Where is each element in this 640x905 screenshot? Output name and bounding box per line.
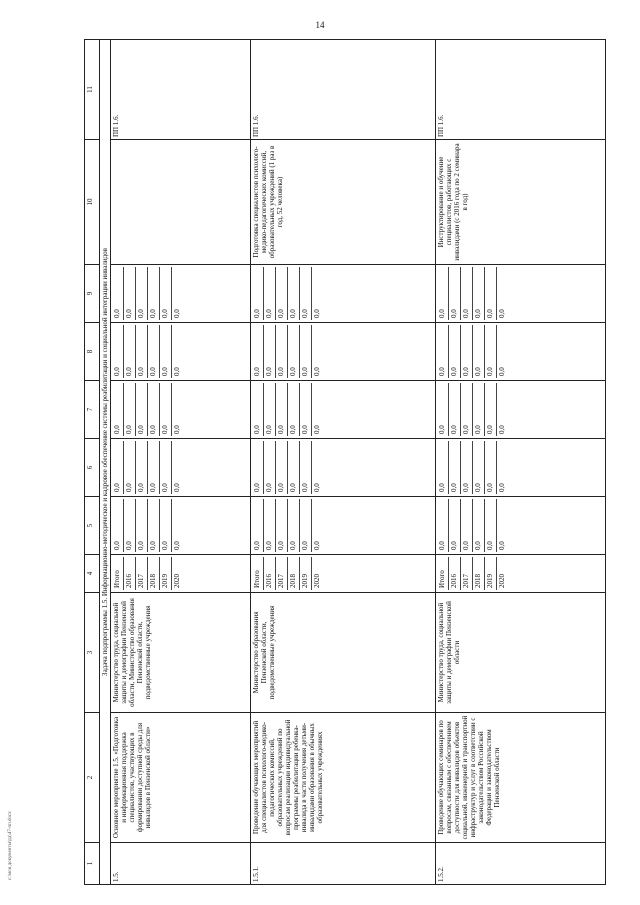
row-number: 1.5.1.	[251, 843, 436, 885]
year-label: Итого	[437, 557, 449, 590]
values-col-7	[111, 381, 251, 439]
row-years	[111, 555, 251, 593]
value-cell: 0,0	[449, 499, 461, 552]
value-cell: 0,0	[473, 325, 485, 378]
year-label: 2016	[124, 557, 136, 590]
value-cell: 0,0	[288, 325, 300, 378]
value-cell: 0,0	[473, 499, 485, 552]
col-header-10: 10	[85, 140, 100, 265]
values-col-7	[436, 381, 606, 439]
value-cell: 0,0	[124, 325, 136, 378]
value-cell: 0,0	[276, 499, 288, 552]
value-cell: 0,0	[264, 325, 276, 378]
year-label: 2017	[136, 557, 148, 590]
row-executor: Министерство труда, социальной защиты и демографии Пензенской области	[436, 593, 606, 713]
year-label: 2020	[498, 574, 507, 588]
value-cell: 0,0	[136, 441, 148, 494]
value-cell: 0,0	[252, 383, 264, 436]
value-cell: 0,0	[498, 483, 507, 492]
year-label: 2016	[264, 557, 276, 590]
col-header-2: 2	[85, 713, 100, 843]
year-label: 2020	[313, 574, 322, 588]
value-cell: 0,0	[300, 499, 312, 552]
value-cell: 0,0	[112, 267, 124, 320]
row-result	[111, 140, 251, 265]
value-cell: 0,0	[461, 499, 473, 552]
values-col-6	[111, 439, 251, 497]
program-table	[84, 39, 606, 885]
row-link: ПП 1.6.	[111, 40, 251, 140]
values-col-9	[111, 265, 251, 323]
value-cell: 0,0	[485, 383, 497, 436]
year-label: 2019	[485, 557, 497, 590]
year-label: 2017	[276, 557, 288, 590]
value-cell: 0,0	[437, 499, 449, 552]
values-col-5	[251, 497, 436, 555]
value-cell: 0,0	[252, 325, 264, 378]
value-cell: 0,0	[276, 267, 288, 320]
year-label: 2018	[473, 557, 485, 590]
value-cell: 0,0	[498, 309, 507, 318]
value-cell: 0,0	[160, 325, 172, 378]
section-title: Задача подпрограммы 1.5. Информационно-методическое и кадровое обеспечение системы реабилитации и социальной интеграции инвалидов	[100, 40, 111, 885]
value-cell: 0,0	[498, 425, 507, 434]
value-cell: 0,0	[173, 541, 182, 550]
value-cell: 0,0	[276, 383, 288, 436]
value-cell: 0,0	[136, 499, 148, 552]
value-cell: 0,0	[136, 383, 148, 436]
row-name: Проведение обучающих семинаров по вопросам, связанным с обеспечением доступности для инвалидов объектов социальной, инженерной и транспортной инфраструктур и услуг в соответствии с законодательством Российской Федерации и законодательством Пензенской области	[436, 713, 606, 843]
value-cell: 0,0	[498, 541, 507, 550]
value-cell: 0,0	[449, 383, 461, 436]
row-years	[436, 555, 606, 593]
value-cell: 0,0	[173, 367, 182, 376]
value-cell: 0,0	[112, 499, 124, 552]
value-cell: 0,0	[485, 325, 497, 378]
value-cell: 0,0	[288, 499, 300, 552]
value-cell: 0,0	[252, 441, 264, 494]
value-cell: 0,0	[498, 367, 507, 376]
year-label: 2020	[173, 574, 182, 588]
value-cell: 0,0	[473, 267, 485, 320]
value-cell: 0,0	[300, 325, 312, 378]
value-cell: 0,0	[437, 325, 449, 378]
value-cell: 0,0	[124, 267, 136, 320]
column-number-row	[85, 40, 100, 885]
row-link: ПП 1.6.	[251, 40, 436, 140]
row-link: ПП 1.6.	[436, 40, 606, 140]
values-col-6	[251, 439, 436, 497]
value-cell: 0,0	[461, 441, 473, 494]
values-col-9	[251, 265, 436, 323]
value-cell: 0,0	[313, 425, 322, 434]
values-col-8	[436, 323, 606, 381]
value-cell: 0,0	[288, 267, 300, 320]
rotated-table-container	[84, 40, 604, 885]
table-row	[436, 40, 606, 885]
row-years	[251, 555, 436, 593]
section-row	[100, 40, 111, 885]
value-cell: 0,0	[148, 499, 160, 552]
value-cell: 0,0	[112, 383, 124, 436]
value-cell: 0,0	[437, 441, 449, 494]
value-cell: 0,0	[173, 309, 182, 318]
values-col-8	[251, 323, 436, 381]
value-cell: 0,0	[124, 499, 136, 552]
value-cell: 0,0	[276, 325, 288, 378]
col-header-5: 5	[85, 497, 100, 555]
value-cell: 0,0	[148, 267, 160, 320]
value-cell: 0,0	[276, 441, 288, 494]
col-header-3: 3	[85, 593, 100, 713]
year-label: Итого	[252, 557, 264, 590]
value-cell: 0,0	[437, 383, 449, 436]
value-cell: 0,0	[160, 499, 172, 552]
value-cell: 0,0	[313, 309, 322, 318]
value-cell: 0,0	[313, 483, 322, 492]
value-cell: 0,0	[485, 267, 497, 320]
col-header-1: 1	[85, 843, 100, 885]
value-cell: 0,0	[160, 383, 172, 436]
row-name: Основное мероприятие 1.5. «Подготовка и информационная поддержка специалистов, участвующих в формировании доступной среды для инвалидов в Пензенской области»	[111, 713, 251, 843]
value-cell: 0,0	[473, 441, 485, 494]
value-cell: 0,0	[461, 325, 473, 378]
col-header-9: 9	[85, 265, 100, 323]
row-name: Проведение обучающих мероприятий для специалистов психолого-медико-педагогических комиссий, образовательных учреждений по вопросам реализации индивидуальной программы реабилитации ребенка-инвалида в части получения детьми-инвалидами образования в обычных образовательных учреждениях	[251, 713, 436, 843]
values-col-5	[111, 497, 251, 555]
value-cell: 0,0	[148, 441, 160, 494]
row-executor: Министерство труда, социальной защиты и демографии Пензенской области, Министерство образования Пензенской области, подведомственные учреждения	[111, 593, 251, 713]
year-label: 2018	[288, 557, 300, 590]
value-cell: 0,0	[300, 267, 312, 320]
value-cell: 0,0	[437, 267, 449, 320]
value-cell: 0,0	[461, 267, 473, 320]
value-cell: 0,0	[112, 325, 124, 378]
value-cell: 0,0	[485, 441, 497, 494]
value-cell: 0,0	[112, 441, 124, 494]
values-col-5	[436, 497, 606, 555]
row-number: 1.5.2.	[436, 843, 606, 885]
value-cell: 0,0	[461, 383, 473, 436]
value-cell: 0,0	[313, 367, 322, 376]
year-label: 2018	[148, 557, 160, 590]
value-cell: 0,0	[173, 483, 182, 492]
value-cell: 0,0	[252, 499, 264, 552]
values-col-7	[251, 381, 436, 439]
values-col-6	[436, 439, 606, 497]
row-number: 1.5.	[111, 843, 251, 885]
value-cell: 0,0	[136, 267, 148, 320]
value-cell: 0,0	[148, 325, 160, 378]
value-cell: 0,0	[264, 383, 276, 436]
value-cell: 0,0	[124, 383, 136, 436]
row-result: Подготовка специалистов психолого-медико-педагогических комиссий, образовательных учреждений (1 раз в год, 52 человека)	[251, 140, 436, 265]
table-row	[111, 40, 251, 885]
year-label: Итого	[112, 557, 124, 590]
col-header-7: 7	[85, 381, 100, 439]
footer-file-path: c:\мои документы\рд\47-пп.docx	[8, 811, 13, 880]
year-label: 2016	[449, 557, 461, 590]
value-cell: 0,0	[300, 441, 312, 494]
value-cell: 0,0	[300, 383, 312, 436]
values-col-9	[436, 265, 606, 323]
value-cell: 0,0	[288, 441, 300, 494]
year-label: 2019	[300, 557, 312, 590]
value-cell: 0,0	[160, 267, 172, 320]
value-cell: 0,0	[252, 267, 264, 320]
col-header-6: 6	[85, 439, 100, 497]
value-cell: 0,0	[160, 441, 172, 494]
year-label: 2017	[461, 557, 473, 590]
value-cell: 0,0	[485, 499, 497, 552]
value-cell: 0,0	[173, 425, 182, 434]
year-label: 2019	[160, 557, 172, 590]
col-header-11: 11	[85, 40, 100, 140]
table-row	[251, 40, 436, 885]
row-result: Инструктирование и обучение специалистов, работающих с инвалидами (с 2016 года по 2 семинара в год)	[436, 140, 606, 265]
value-cell: 0,0	[449, 325, 461, 378]
col-header-4: 4	[85, 555, 100, 593]
value-cell: 0,0	[264, 441, 276, 494]
value-cell: 0,0	[136, 325, 148, 378]
page-number: 14	[315, 20, 325, 30]
value-cell: 0,0	[124, 441, 136, 494]
value-cell: 0,0	[473, 383, 485, 436]
value-cell: 0,0	[313, 541, 322, 550]
row-executor: Министерство образования Пензенской области, подведомственные учреждения	[251, 593, 436, 713]
value-cell: 0,0	[264, 499, 276, 552]
values-col-8	[111, 323, 251, 381]
value-cell: 0,0	[148, 383, 160, 436]
col-header-8: 8	[85, 323, 100, 381]
value-cell: 0,0	[449, 441, 461, 494]
value-cell: 0,0	[264, 267, 276, 320]
value-cell: 0,0	[449, 267, 461, 320]
value-cell: 0,0	[288, 383, 300, 436]
